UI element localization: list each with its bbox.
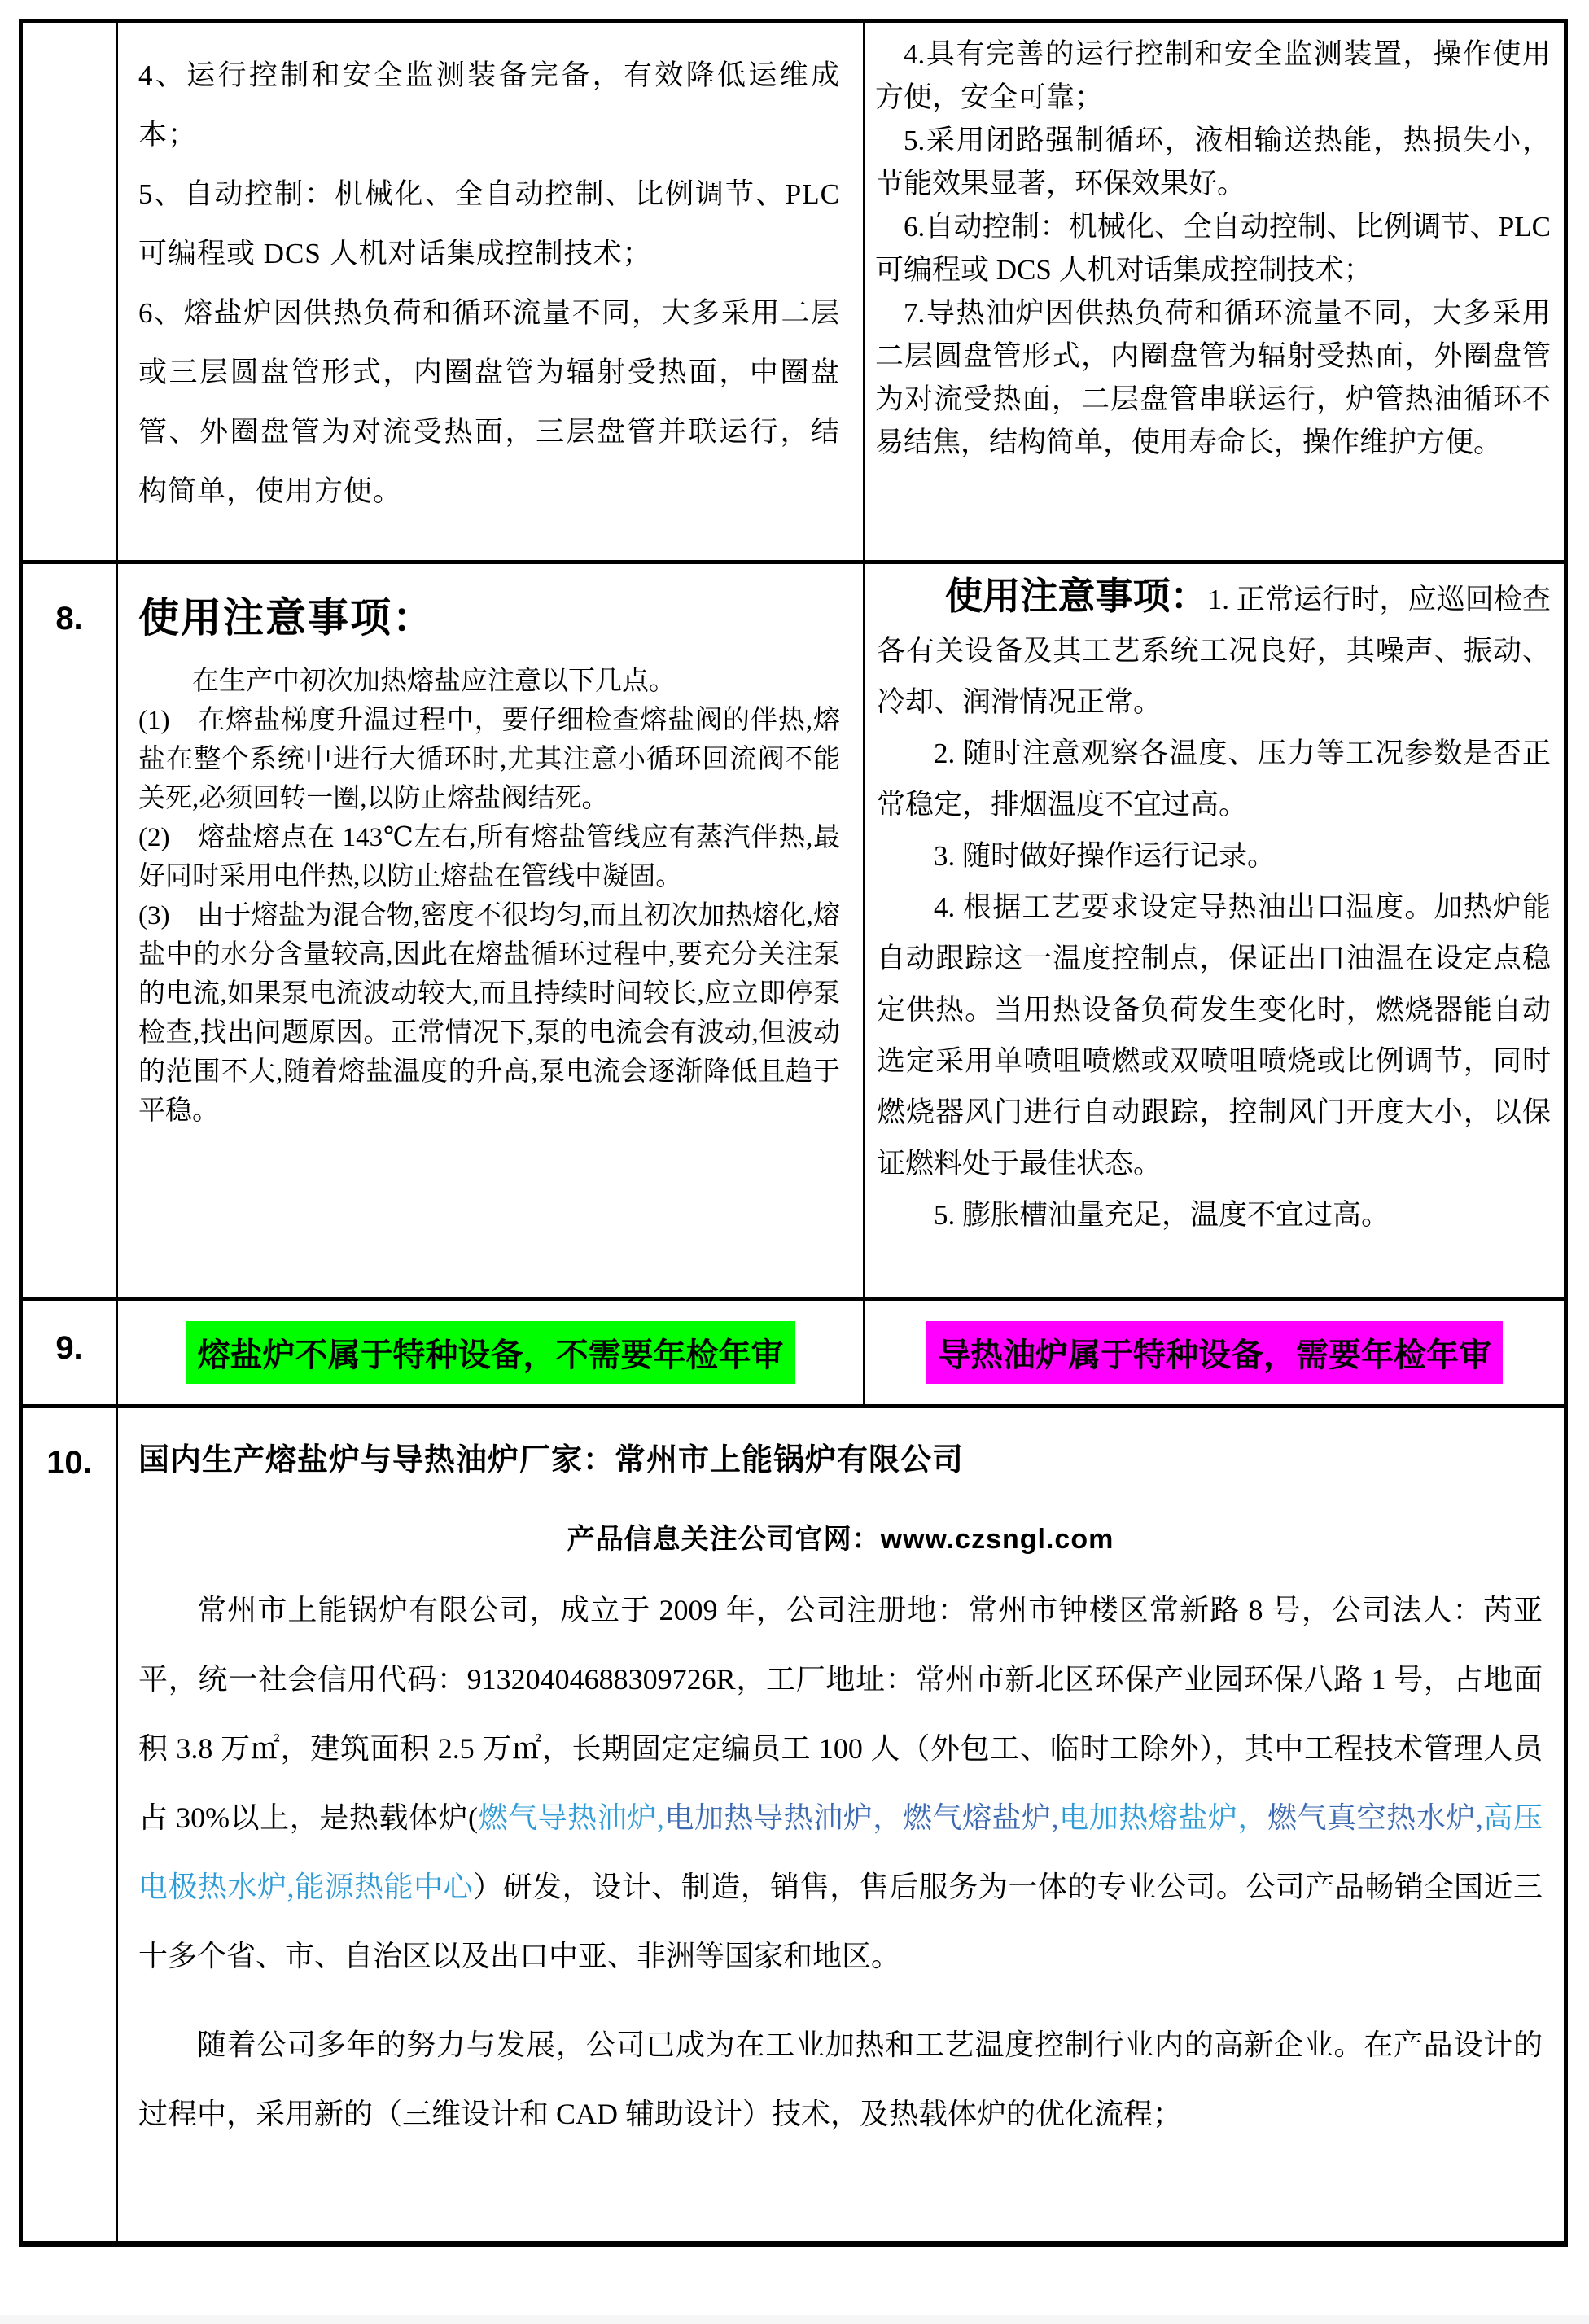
paragraph: 4、运行控制和安全监测装备完备，有效降低运维成本； bbox=[138, 59, 840, 151]
company-profile-paragraph bbox=[138, 1576, 1543, 1991]
next-page-edge bbox=[0, 2315, 1589, 2324]
colored-text-segment: 能源热能中心 bbox=[294, 1871, 474, 1903]
paragraph: (2) 熔盐熔点在 143℃左右,所有熔盐管线应有蒸汽伴热,最好同时采用电伴热,以防止熔盐在管线中凝固。 bbox=[138, 823, 840, 891]
company-website-line: 产品信息关注公司官网：www.czsngl.com bbox=[567, 1524, 1114, 1555]
row-number-9: 9. bbox=[23, 1301, 118, 1408]
colored-text-segment: 燃气真空热水炉, bbox=[1267, 1801, 1483, 1834]
paragraph: (3) 由于熔盐为混合物,密度不很均匀,而且初次加热熔化,熔盐中的水分含量较高,因此在熔盐循环过程中,要充分关注泵的电流,如果泵电流波动较大,而且持续时间较长,应立即停泵检查,找出问题原因。正常情况下,泵的电流会有波动,但波动的范围不大,随着熔盐温度的升高,泵电流会逐渐降低且趋于平稳。 bbox=[138, 901, 840, 1126]
paragraph: (1) 在熔盐梯度升温过程中，要仔细检查熔盐阀的伴热,熔盐在整个系统中进行大循环时,尤其注意小循环回流阀不能关死,必须回转一圈,以防止熔盐阀结死。 bbox=[138, 706, 840, 813]
precautions-heading-left: 使用注意事项： bbox=[138, 595, 435, 641]
company-development-paragraph: 随着公司多年的努力与发展，公司已成为在工业加热和工艺温度控制行业内的高新企业。在产品设计的过程中，采用新的（三维设计和 CAD 辅助设计）技术，及热载体炉的优化流程； bbox=[138, 2029, 1543, 2130]
comparison-table bbox=[19, 19, 1568, 2247]
precautions-list-right bbox=[877, 728, 1551, 1241]
text-segment: 常州市上能锅炉有限公司，成立于 2009 年，公司注册地：常州市钟楼区常新路 8 号，公司法人：芮亚平，统一社会信用代码：91320404688309726R，工厂地址：常州市新北区环保产业园环保八路 1 号，占地面积 3.8 万㎡，建筑面积 2.5 万㎡，长期固定定编员工 100 人（外包工、临时工除外），其中工程技术管理人员占 30%以上，是热载体炉( bbox=[138, 1594, 1543, 1834]
colored-text-segment: 电加热导热油炉，燃气熔盐炉, bbox=[663, 1801, 1059, 1834]
paragraph: 6、熔盐炉因供热负荷和循环流量不同，大多采用二层或三层圆盘管形式，内圈盘管为辐射受热面，中圈盘管、外圈盘管为对流受热面，三层盘管并联运行，结构简单，使用方便。 bbox=[138, 297, 840, 507]
green-highlight-text: 熔盐炉不属于特种设备，不需要年检年审 bbox=[186, 1321, 795, 1384]
thermal-oil-furnace-features-cell bbox=[865, 23, 1564, 564]
paragraph: 4.具有完善的运行控制和安全监测装置，操作使用方便，安全可靠； bbox=[875, 38, 1551, 113]
row-number-10: 10. bbox=[23, 1408, 118, 2241]
colored-text-segment: 高压电极热水炉, bbox=[138, 1801, 1543, 1903]
paragraph: 3. 随时做好操作运行记录。 bbox=[934, 840, 1276, 872]
precautions-list-left bbox=[138, 701, 840, 1131]
precautions-intro: 在生产中初次加热熔盐应注意以下几点。 bbox=[192, 667, 676, 696]
precautions-lead-right bbox=[877, 571, 1551, 728]
paragraph: 5、自动控制：机械化、全自动控制、比例调节、PLC 可编程或 DCS 人机对话集成控制技术； bbox=[138, 178, 840, 269]
magenta-highlight-text: 导热油炉属于特种设备，需要年检年审 bbox=[926, 1321, 1503, 1384]
text-segment: ）研发，设计、制造，销售，售后服务为一体的专业公司。公司产品畅销全国近三十多个省、市、自治区以及出口中亚、非洲等国家和地区。 bbox=[138, 1871, 1543, 1972]
row-number-8: 8. bbox=[23, 564, 118, 1301]
paragraph: 4. 根据工艺要求设定导热油出口温度。加热炉能自动跟踪这一温度控制点，保证出口油温在设定点稳定供热。当用热设备负荷发生变化时，燃烧器能自动选定采用单喷咀喷燃或双喷咀喷烧或比例调节，同时燃烧器风门进行自动跟踪，控制风门开度大小，以保证燃料处于最佳状态。 bbox=[877, 891, 1551, 1180]
thermal-oil-regulation-cell bbox=[865, 1301, 1564, 1408]
paragraph: 5.采用闭路强制循环，液相输送热能，热损失小，节能效果显著，环保效果好。 bbox=[875, 125, 1551, 199]
paragraph: 5. 膨胀槽油量充足，温度不宜过高。 bbox=[934, 1199, 1390, 1231]
row-number-cell-empty bbox=[23, 23, 118, 564]
manufacturer-title: 国内生产熔盐炉与导热油炉厂家：常州市上能锅炉有限公司 bbox=[138, 1443, 965, 1477]
paragraph: 7.导热油炉因供热负荷和循环流量不同，大多采用二层圆盘管形式，内圈盘管为辐射受热面，外圈盘管为对流受热面，二层盘管串联运行，炉管热油循环不易结焦，结构简单，使用寿命长，操作维护方便。 bbox=[875, 297, 1551, 458]
colored-text-segment: 电加热熔盐炉， bbox=[1058, 1801, 1267, 1834]
molten-salt-precautions-cell bbox=[118, 564, 865, 1301]
manufacturer-info-cell bbox=[118, 1408, 1564, 2241]
paragraph: 6.自动控制：机械化、全自动控制、比例调节、PLC 可编程或 DCS 人机对话集成控制技术； bbox=[875, 211, 1551, 286]
thermal-oil-precautions-cell bbox=[865, 564, 1564, 1301]
paragraph: 2. 随时注意观察各温度、压力等工况参数是否正常稳定，排烟温度不宜过高。 bbox=[877, 737, 1551, 821]
precautions-item-1: 1. 正常运行时，应巡回检查各有关设备及其工艺系统工况良好，其噪声、振动、冷却、润滑情况正常。 bbox=[877, 584, 1551, 718]
precautions-heading-right: 使用注意事项： bbox=[945, 575, 1208, 617]
molten-salt-furnace-features-cell bbox=[118, 23, 865, 564]
colored-text-segment: 燃气导热油炉, bbox=[478, 1801, 664, 1834]
molten-salt-regulation-cell bbox=[118, 1301, 865, 1408]
